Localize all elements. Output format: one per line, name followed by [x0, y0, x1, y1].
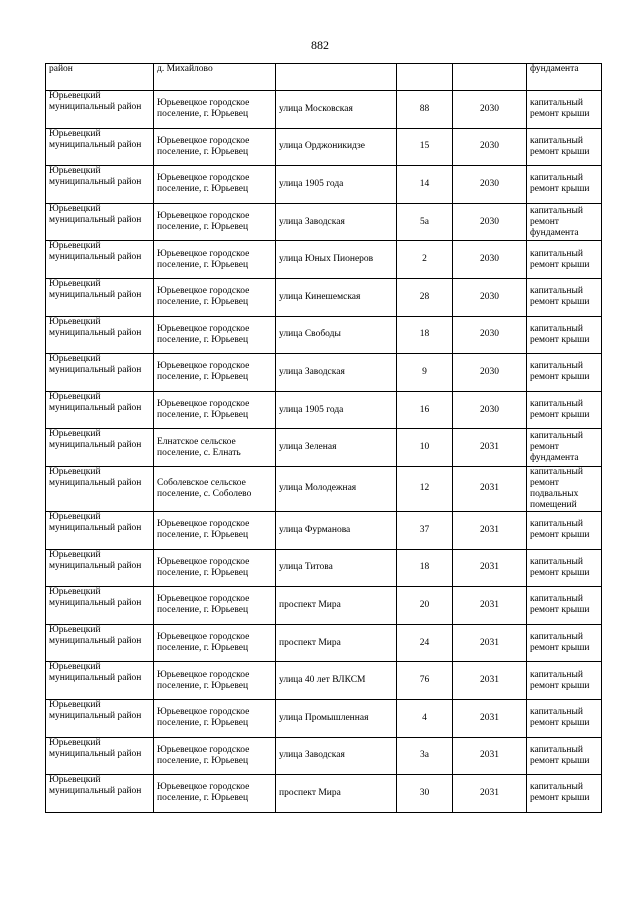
- street-cell: улица Орджоникидзе: [276, 128, 397, 166]
- table-row: [46, 775, 602, 813]
- settlement-cell: Юрьевецкое городское поселение, г. Юрьевец: [154, 316, 276, 354]
- street-cell: улица Юных Пионеров: [276, 241, 397, 279]
- year-cell: 2030: [453, 166, 527, 204]
- settlement-cell: Юрьевецкое городское поселение, г. Юрьевец: [154, 91, 276, 129]
- work-type-cell: капитальный ремонт фундамента: [527, 203, 602, 241]
- house-number-cell: 15: [397, 128, 453, 166]
- house-number-cell: 3а: [397, 737, 453, 775]
- work-type-cell: капитальный ремонт крыши: [527, 549, 602, 587]
- table-row: [46, 166, 602, 204]
- year-cell: 2031: [453, 429, 527, 467]
- work-type-cell: фундамента: [527, 64, 602, 91]
- table-row: [46, 429, 602, 467]
- district-cell: Юрьевецкий муниципальный район: [46, 775, 154, 813]
- work-type-cell: капитальный ремонт крыши: [527, 241, 602, 279]
- year-cell: 2031: [453, 624, 527, 662]
- table-row: [46, 587, 602, 625]
- table-row-continued: [46, 64, 602, 91]
- street-cell: улица Фурманова: [276, 511, 397, 549]
- house-number-cell: 14: [397, 166, 453, 204]
- district-cell: Юрьевецкий муниципальный район: [46, 429, 154, 467]
- settlement-cell: Соболевское сельское поселение, с. Соболево: [154, 466, 276, 511]
- district-cell: Юрьевецкий муниципальный район: [46, 354, 154, 392]
- settlement-cell: Юрьевецкое городское поселение, г. Юрьевец: [154, 203, 276, 241]
- settlement-cell: Юрьевецкое городское поселение, г. Юрьевец: [154, 391, 276, 429]
- house-number-cell: 5а: [397, 203, 453, 241]
- table-row: [46, 466, 602, 511]
- district-cell: Юрьевецкий муниципальный район: [46, 699, 154, 737]
- work-type-cell: капитальный ремонт подвальных помещений: [527, 466, 602, 511]
- street-cell: улица Заводская: [276, 737, 397, 775]
- settlement-cell: Юрьевецкое городское поселение, г. Юрьевец: [154, 662, 276, 700]
- settlement-cell: Юрьевецкое городское поселение, г. Юрьевец: [154, 624, 276, 662]
- settlement-cell: Елнатское сельское поселение, с. Елнать: [154, 429, 276, 467]
- house-number-cell: 28: [397, 278, 453, 316]
- house-number-cell: 9: [397, 354, 453, 392]
- settlement-cell: Юрьевецкое городское поселение, г. Юрьевец: [154, 549, 276, 587]
- district-cell: Юрьевецкий муниципальный район: [46, 737, 154, 775]
- table-row: [46, 128, 602, 166]
- year-cell: 2031: [453, 662, 527, 700]
- work-type-cell: капитальный ремонт крыши: [527, 511, 602, 549]
- year-cell: 2031: [453, 587, 527, 625]
- house-number-cell: 30: [397, 775, 453, 813]
- district-cell: Юрьевецкий муниципальный район: [46, 166, 154, 204]
- settlement-cell: Юрьевецкое городское поселение, г. Юрьевец: [154, 278, 276, 316]
- year-cell: 2031: [453, 511, 527, 549]
- district-cell: Юрьевецкий муниципальный район: [46, 241, 154, 279]
- work-type-cell: капитальный ремонт крыши: [527, 391, 602, 429]
- year-cell: 2031: [453, 466, 527, 511]
- street-cell: улица 40 лет ВЛКСМ: [276, 662, 397, 700]
- settlement-cell: Юрьевецкое городское поселение, г. Юрьевец: [154, 587, 276, 625]
- work-type-cell: капитальный ремонт крыши: [527, 662, 602, 700]
- year-cell: 2030: [453, 128, 527, 166]
- street-cell: улица Титова: [276, 549, 397, 587]
- street-cell: улица Московская: [276, 91, 397, 129]
- work-type-cell: капитальный ремонт крыши: [527, 316, 602, 354]
- street-cell: улица Заводская: [276, 203, 397, 241]
- year-cell: 2030: [453, 278, 527, 316]
- year-cell: 2031: [453, 737, 527, 775]
- table-row: [46, 278, 602, 316]
- street-cell: улица 1905 года: [276, 391, 397, 429]
- street-cell: проспект Мира: [276, 775, 397, 813]
- house-number-cell: 18: [397, 316, 453, 354]
- settlement-cell: Юрьевецкое городское поселение, г. Юрьевец: [154, 775, 276, 813]
- street-cell: улица Зеленая: [276, 429, 397, 467]
- house-number-cell: 2: [397, 241, 453, 279]
- settlement-cell: Юрьевецкое городское поселение, г. Юрьевец: [154, 354, 276, 392]
- street-cell: улица Кинешемская: [276, 278, 397, 316]
- district-cell: Юрьевецкий муниципальный район: [46, 128, 154, 166]
- table-row: [46, 203, 602, 241]
- year-cell: 2031: [453, 699, 527, 737]
- district-cell: Юрьевецкий муниципальный район: [46, 511, 154, 549]
- table-body: [46, 64, 602, 813]
- district-cell: район: [46, 64, 154, 91]
- year-cell: 2030: [453, 91, 527, 129]
- house-number-cell: [397, 64, 453, 91]
- street-cell: улица 1905 года: [276, 166, 397, 204]
- year-cell: 2031: [453, 775, 527, 813]
- house-number-cell: 88: [397, 91, 453, 129]
- house-number-cell: 24: [397, 624, 453, 662]
- district-cell: Юрьевецкий муниципальный район: [46, 549, 154, 587]
- work-type-cell: капитальный ремонт крыши: [527, 775, 602, 813]
- table-row: [46, 316, 602, 354]
- table-row: [46, 91, 602, 129]
- work-type-cell: капитальный ремонт крыши: [527, 128, 602, 166]
- table-row: [46, 624, 602, 662]
- settlement-cell: Юрьевецкое городское поселение, г. Юрьевец: [154, 128, 276, 166]
- settlement-cell: Юрьевецкое городское поселение, г. Юрьевец: [154, 737, 276, 775]
- year-cell: 2030: [453, 316, 527, 354]
- street-cell: проспект Мира: [276, 587, 397, 625]
- street-cell: улица Заводская: [276, 354, 397, 392]
- house-number-cell: 76: [397, 662, 453, 700]
- district-cell: Юрьевецкий муниципальный район: [46, 91, 154, 129]
- street-cell: улица Промышленная: [276, 699, 397, 737]
- page-number: 882: [311, 38, 329, 52]
- district-cell: Юрьевецкий муниципальный район: [46, 203, 154, 241]
- district-cell: Юрьевецкий муниципальный район: [46, 278, 154, 316]
- table-row: [46, 354, 602, 392]
- house-number-cell: 20: [397, 587, 453, 625]
- year-cell: 2030: [453, 241, 527, 279]
- table-row: [46, 699, 602, 737]
- year-cell: [453, 64, 527, 91]
- district-cell: Юрьевецкий муниципальный район: [46, 662, 154, 700]
- district-cell: Юрьевецкий муниципальный район: [46, 391, 154, 429]
- table-row: [46, 549, 602, 587]
- district-cell: Юрьевецкий муниципальный район: [46, 624, 154, 662]
- street-cell: улица Свободы: [276, 316, 397, 354]
- work-type-cell: капитальный ремонт крыши: [527, 278, 602, 316]
- year-cell: 2030: [453, 203, 527, 241]
- settlement-cell: Юрьевецкое городское поселение, г. Юрьевец: [154, 241, 276, 279]
- year-cell: 2030: [453, 391, 527, 429]
- table-row: [46, 662, 602, 700]
- house-number-cell: 37: [397, 511, 453, 549]
- table-row: [46, 737, 602, 775]
- house-number-cell: 4: [397, 699, 453, 737]
- work-type-cell: капитальный ремонт крыши: [527, 91, 602, 129]
- year-cell: 2031: [453, 549, 527, 587]
- district-cell: Юрьевецкий муниципальный район: [46, 466, 154, 511]
- street-cell: улица Молодежная: [276, 466, 397, 511]
- settlement-cell: Юрьевецкое городское поселение, г. Юрьевец: [154, 699, 276, 737]
- settlement-cell: д. Михайлово: [154, 64, 276, 91]
- street-cell: [276, 64, 397, 91]
- work-type-cell: капитальный ремонт крыши: [527, 166, 602, 204]
- house-number-cell: 10: [397, 429, 453, 467]
- table-row: [46, 511, 602, 549]
- table-row: [46, 391, 602, 429]
- repair-schedule-table: [45, 63, 602, 813]
- work-type-cell: капитальный ремонт крыши: [527, 737, 602, 775]
- house-number-cell: 18: [397, 549, 453, 587]
- street-cell: проспект Мира: [276, 624, 397, 662]
- house-number-cell: 16: [397, 391, 453, 429]
- work-type-cell: капитальный ремонт фундамента: [527, 429, 602, 467]
- district-cell: Юрьевецкий муниципальный район: [46, 316, 154, 354]
- work-type-cell: капитальный ремонт крыши: [527, 587, 602, 625]
- table-row: [46, 241, 602, 279]
- settlement-cell: Юрьевецкое городское поселение, г. Юрьевец: [154, 166, 276, 204]
- year-cell: 2030: [453, 354, 527, 392]
- work-type-cell: капитальный ремонт крыши: [527, 699, 602, 737]
- house-number-cell: 12: [397, 466, 453, 511]
- work-type-cell: капитальный ремонт крыши: [527, 354, 602, 392]
- district-cell: Юрьевецкий муниципальный район: [46, 587, 154, 625]
- settlement-cell: Юрьевецкое городское поселение, г. Юрьевец: [154, 511, 276, 549]
- work-type-cell: капитальный ремонт крыши: [527, 624, 602, 662]
